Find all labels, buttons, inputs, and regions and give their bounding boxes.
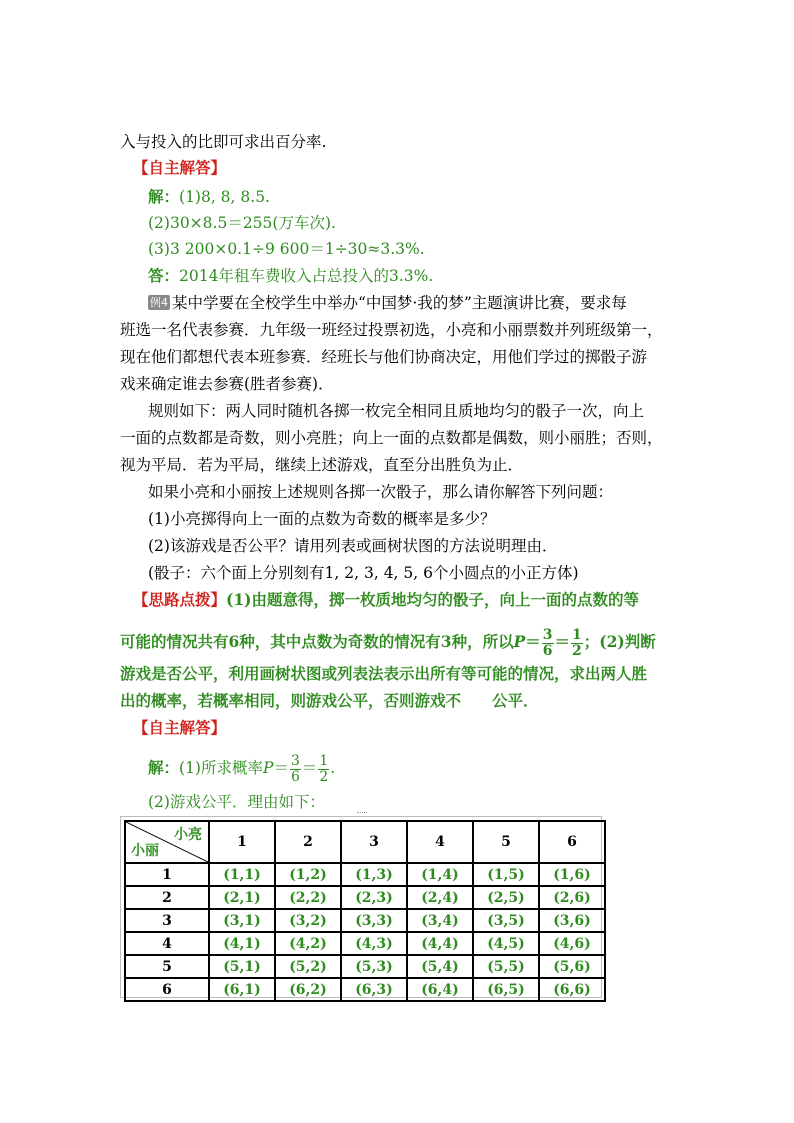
denominator: 2	[572, 642, 582, 659]
hint-text: ；(2)判断	[583, 632, 656, 651]
solution-text: (1)8, 8, 8.5.	[179, 188, 270, 206]
outcome-cell: (5,5)	[473, 955, 539, 978]
probability-symbol: P	[262, 759, 274, 777]
question-note: (骰子：六个面上分别刻有1, 2, 3, 4, 5, 6个小圆点的小正方体)	[148, 564, 579, 582]
rule-line: 视为平局．若为平局，继续上述游戏，直至分出胜负为止．	[120, 456, 524, 474]
diagonal-header-cell	[125, 821, 209, 863]
answer-label: 答：	[148, 266, 180, 285]
numerator: 3	[290, 752, 300, 769]
fraction-1-2	[571, 628, 583, 659]
question-2: (2)该游戏是否公平？请用列表或画树状图的方法说明理由．	[148, 537, 558, 555]
equals-sign: ＝	[301, 759, 318, 777]
rule-line: 一面的点数都是奇数，则小亮胜；向上一面的点数都是偶数，则小丽胜；否则，	[120, 429, 663, 447]
outcome-cell: (6,1)	[209, 978, 275, 1001]
outcome-cell: (4,3)	[341, 932, 407, 955]
solution-label: 解：	[148, 758, 180, 777]
table-row	[125, 863, 605, 886]
solution-line: (2)游戏公平．理由如下：	[148, 793, 325, 811]
outcome-table	[124, 820, 606, 1002]
outcome-cell: (3,6)	[539, 909, 605, 932]
column-header: 6	[539, 821, 605, 863]
answer-text: 2014年租车费收入占总投入的3.3%.	[179, 267, 434, 285]
denominator: 6	[290, 768, 300, 785]
example-badge: 例4	[150, 296, 168, 309]
outcome-cell: (3,3)	[341, 909, 407, 932]
equals-sign: ＝	[273, 759, 289, 777]
fraction-3-6	[542, 628, 554, 659]
outcome-cell: (3,1)	[209, 909, 275, 932]
outcome-cell: (6,3)	[341, 978, 407, 1001]
denominator: 2	[319, 768, 329, 785]
row-header: 1	[125, 863, 209, 886]
column-header: 1	[209, 821, 275, 863]
problem-line: 班选一名代表参赛．九年级一班经过投票初选，小亮和小丽票数并列班级第一，	[120, 321, 663, 339]
solution-label: 解：	[148, 187, 180, 206]
question-intro: 如果小亮和小丽按上述规则各掷一次骰子，那么请你解答下列问题：	[148, 483, 614, 501]
hint-line	[133, 589, 639, 611]
outcome-cell: (5,3)	[341, 955, 407, 978]
outcome-cell: (2,6)	[539, 886, 605, 909]
outcome-cell: (5,6)	[539, 955, 605, 978]
table-header-row	[125, 821, 605, 863]
solution-line	[148, 752, 335, 785]
outcome-cell: (3,5)	[473, 909, 539, 932]
outcome-cell: (3,4)	[407, 909, 473, 932]
fraction-3-6	[290, 754, 301, 785]
hint-text: 可能的情况共有6种，其中点数为奇数的情况有3种，所以	[120, 632, 514, 651]
outcome-cell: (6,2)	[275, 978, 341, 1001]
row-header: 3	[125, 909, 209, 932]
outcome-cell: (1,1)	[209, 863, 275, 886]
outcome-cell: (3,2)	[275, 909, 341, 932]
outcome-cell: (2,3)	[341, 886, 407, 909]
period: .	[330, 759, 336, 777]
table-row	[125, 886, 605, 909]
outcome-cell: (5,2)	[275, 955, 341, 978]
row-header: 5	[125, 955, 209, 978]
outcome-cell: (4,4)	[407, 932, 473, 955]
outcome-cell: (1,4)	[407, 863, 473, 886]
numerator: 1	[572, 626, 582, 643]
table-row	[125, 978, 605, 1001]
column-header-label: 小亮	[174, 827, 202, 843]
outcome-cell: (4,2)	[275, 932, 341, 955]
row-header-label: 小丽	[131, 843, 159, 859]
row-header: 6	[125, 978, 209, 1001]
outcome-cell: (4,5)	[473, 932, 539, 955]
problem-line	[148, 292, 627, 314]
hint-heading: 【思路点拨】	[133, 590, 227, 609]
fraction-1-2	[318, 754, 329, 785]
outcome-cell: (6,5)	[473, 978, 539, 1001]
hint-line	[120, 626, 656, 659]
equals-sign: ＝	[525, 632, 541, 651]
outcome-cell: (2,1)	[209, 886, 275, 909]
outcome-cell: (4,1)	[209, 932, 275, 955]
outcome-cell: (1,3)	[341, 863, 407, 886]
problem-line: 戏来确定谁去参赛(胜者参赛)．	[120, 375, 334, 393]
table-row	[125, 955, 605, 978]
problem-text: 某中学要在全校学生中举办“中国梦·我的梦”主题演讲比赛，要求每	[172, 294, 627, 312]
outcome-cell: (6,4)	[407, 978, 473, 1001]
table-row	[125, 909, 605, 932]
outcome-cell: (5,1)	[209, 955, 275, 978]
column-header: 3	[341, 821, 407, 863]
table-row	[125, 932, 605, 955]
probability-symbol: P	[513, 632, 526, 651]
solution-line: (3)3 200×0.1÷9 600＝1÷30≈3.3%.	[148, 240, 425, 258]
text-line: 入与投入的比即可求出百分率.	[120, 133, 327, 151]
rule-line: 规则如下：两人同时随机各掷一枚完全相同且质地均匀的骰子一次，向上	[148, 402, 645, 420]
problem-line: 现在他们都想代表本班参赛．经班长与他们协商决定，用他们学过的掷骰子游	[120, 348, 648, 366]
section-heading: 【自主解答】	[133, 718, 227, 737]
outcome-cell: (1,2)	[275, 863, 341, 886]
question-1: (1)小亮掷得向上一面的点数为奇数的概率是多少？	[148, 510, 496, 528]
column-header: 2	[275, 821, 341, 863]
row-header: 4	[125, 932, 209, 955]
answer-line	[148, 265, 433, 287]
numerator: 1	[319, 752, 329, 769]
hint-text: (1)由题意得，掷一枚质地均匀的骰子，向上一面的点数的等	[226, 590, 639, 609]
solution-line	[148, 186, 270, 208]
outcome-cell: (4,6)	[539, 932, 605, 955]
outcome-cell: (1,6)	[539, 863, 605, 886]
column-header: 5	[473, 821, 539, 863]
solution-text: (1)所求概率	[179, 759, 263, 777]
hint-line: 游戏是否公平，利用画树状图或列表法表示出所有等可能的情况，求出两人胜	[120, 664, 648, 683]
outcome-cell: (2,4)	[407, 886, 473, 909]
section-heading: 【自主解答】	[133, 158, 227, 177]
outcome-cell: (5,4)	[407, 955, 473, 978]
equals-sign: ＝	[554, 632, 571, 651]
outcome-cell: (1,5)	[473, 863, 539, 886]
outcome-cell: (2,2)	[275, 886, 341, 909]
solution-line: (2)30×8.5＝255(万车次).	[148, 214, 336, 232]
numerator: 3	[542, 626, 553, 643]
hint-line: 出的概率，若概率相同，则游戏公平，否则游戏不 公平．	[120, 691, 539, 710]
row-header: 2	[125, 886, 209, 909]
outcome-cell: (6,6)	[539, 978, 605, 1001]
outcome-cell: (2,5)	[473, 886, 539, 909]
denominator: 6	[542, 642, 553, 659]
column-header: 4	[407, 821, 473, 863]
